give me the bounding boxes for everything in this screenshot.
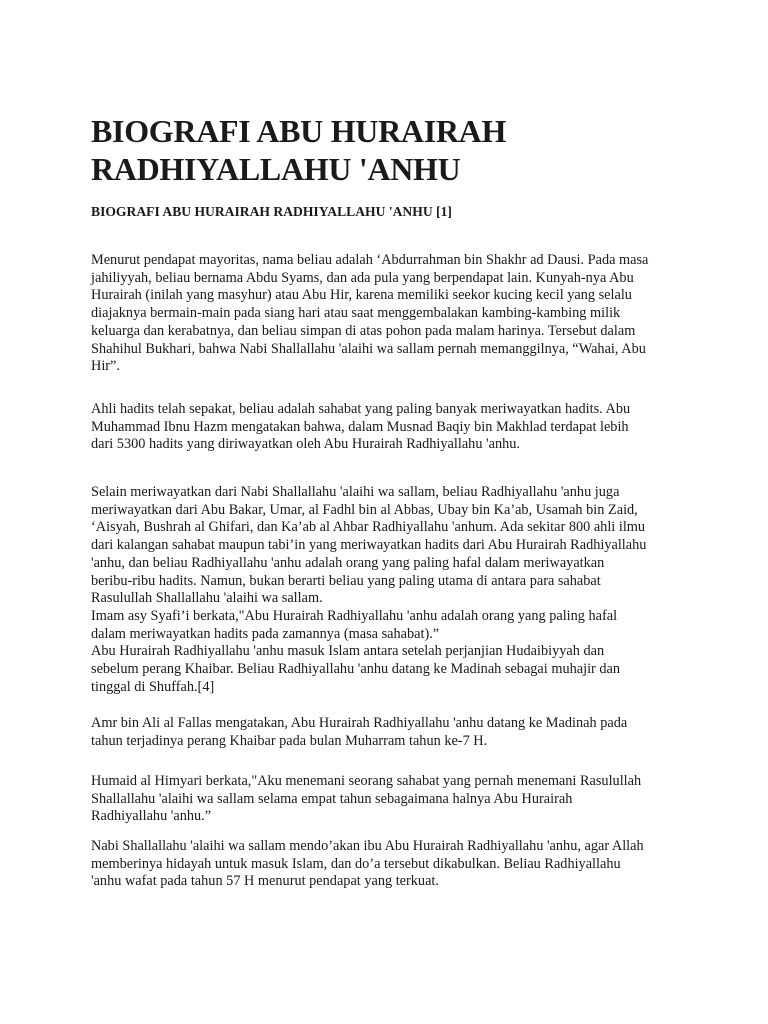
paragraph-line: Humaid al Himyari berkata,"Aku menemani seorang sahabat yang pernah menemani Rasulullah: [91, 773, 642, 789]
paragraph: [91, 608, 620, 697]
paragraph: [91, 715, 627, 750]
paragraph-line: Hurairah (inilah yang masyhur) atau Abu Hir, karena memiliki seekor kucing kecil yang selalu: [91, 287, 632, 304]
paragraph-line: Ahli hadits telah sepakat, beliau adalah sahabat yang paling banyak meriwayatkan hadits. Abu: [91, 401, 631, 417]
paragraph-line: Selain meriwayatkan dari Nabi Shallallahu 'alaihi wa sallam, beliau Radhiyallahu 'anhu juga: [91, 484, 620, 500]
paragraph-line: dari kalangan sahabat maupun tabi’in yang meriwayatkan hadits dari Abu Hurairah Radhiyallahu: [91, 537, 647, 554]
paragraph-line: dari 5300 hadits yang diriwayatkan oleh Abu Hurairah Radhiyallahu 'anhu.: [91, 436, 520, 453]
paragraph-line: diajaknya bermain-main pada siang hari atau saat menggembalakan kambing-kambing milik: [91, 305, 621, 322]
paragraph-line: jahiliyyah, beliau bernama Abdu Syams, dan ada pula yang berpendapat lain. Kunyah-nya Abu: [91, 269, 634, 286]
paragraph-line: beribu-ribu hadits. Namun, bukan berarti beliau yang paling utama di antara para sahabat: [91, 572, 601, 589]
paragraph-line: Shahihul Bukhari, bahwa Nabi Shallallahu 'alaihi wa sallam pernah memanggilnya, “Wahai, Abu: [91, 340, 646, 357]
paragraph-line: Menurut pendapat mayoritas, nama beliau adalah ‘Abdurrahman bin Shakhr ad Dausi. Pada masa: [91, 252, 649, 268]
title-line: BIOGRAFI ABU HURAIRAH: [91, 113, 507, 149]
paragraph-line: sebelum perang Khaibar. Beliau Radhiyallahu 'anhu datang ke Madinah sebagai muhajir dan: [91, 661, 621, 678]
paragraph: [91, 484, 646, 608]
paragraph-line: Hir”.: [91, 358, 120, 375]
document-title: [91, 112, 506, 188]
paragraph: [91, 773, 641, 826]
paragraph-line: Amr bin Ali al Fallas mengatakan, Abu Hurairah Radhiyallahu 'anhu datang ke Madinah pada: [91, 715, 628, 731]
paragraph-line: meriwayatkan dari Abu Bakar, Umar, al Fadhl bin al Abbas, Ubay bin Ka’ab, Usamah bin Zaid,: [91, 501, 638, 518]
paragraph-line: dalam meriwayatkan hadits pada zamannya (masa sahabat).”: [91, 625, 440, 642]
paragraph-line: ‘Aisyah, Bushrah al Ghifari, dan Ka’ab al Ahbar Radhiyallahu 'anhum. Ada sekitar 800 ahli ilmu: [91, 519, 646, 536]
document-subtitle: BIOGRAFI ABU HURAIRAH RADHIYALLAHU 'ANHU [1]: [91, 204, 452, 219]
paragraph-line: 'anhu, dan beliau Radhiyallahu 'anhu adalah orang yang paling hafal dalam meriwayatkan: [91, 554, 605, 571]
paragraph-line: tahun terjadinya perang Khaibar pada bulan Muharram tahun ke-7 H.: [91, 732, 488, 749]
paragraph-line: Nabi Shallallahu 'alaihi wa sallam mendo’akan ibu Abu Hurairah Radhiyallahu 'anhu, agar Allah: [91, 838, 644, 854]
paragraph: [91, 401, 630, 454]
paragraph-line: Abu Hurairah Radhiyallahu 'anhu masuk Islam antara setelah perjanjian Hudaibiyyah dan: [91, 643, 605, 660]
paragraph-line: Imam asy Syafi’i berkata,"Abu Hurairah Radhiyallahu 'anhu adalah orang yang paling hafal: [91, 608, 618, 624]
paragraph-line: tinggal di Shuffah.[4]: [91, 678, 215, 695]
title-line: RADHIYALLAHU 'ANHU: [91, 151, 461, 187]
paragraph-line: Shallallahu 'alaihi wa sallam selama empat tahun sebagaimana halnya Abu Hurairah: [91, 790, 573, 807]
paragraph-line: Radhiyallahu 'anhu.”: [91, 808, 212, 825]
paragraph-line: 'anhu wafat pada tahun 57 H menurut pendapat yang terkuat.: [91, 873, 439, 890]
paragraph-line: memberinya hidayah untuk masuk Islam, dan do’a tersebut dikabulkan. Beliau Radhiyallahu: [91, 855, 621, 872]
paragraph-line: keluarga dan kerabatnya, dan beliau simpan di atas pohon pada malam harinya. Tersebut dalam: [91, 322, 636, 339]
paragraph-line: Rasulullah Shallallahu 'alaihi wa sallam.: [91, 590, 323, 607]
paragraph: [91, 252, 648, 376]
paragraph: [91, 838, 644, 891]
paragraph-line: Muhammad Ibnu Hazm mengatakan bahwa, dalam Musnad Baqiy bin Makhlad terdapat lebih: [91, 418, 629, 435]
